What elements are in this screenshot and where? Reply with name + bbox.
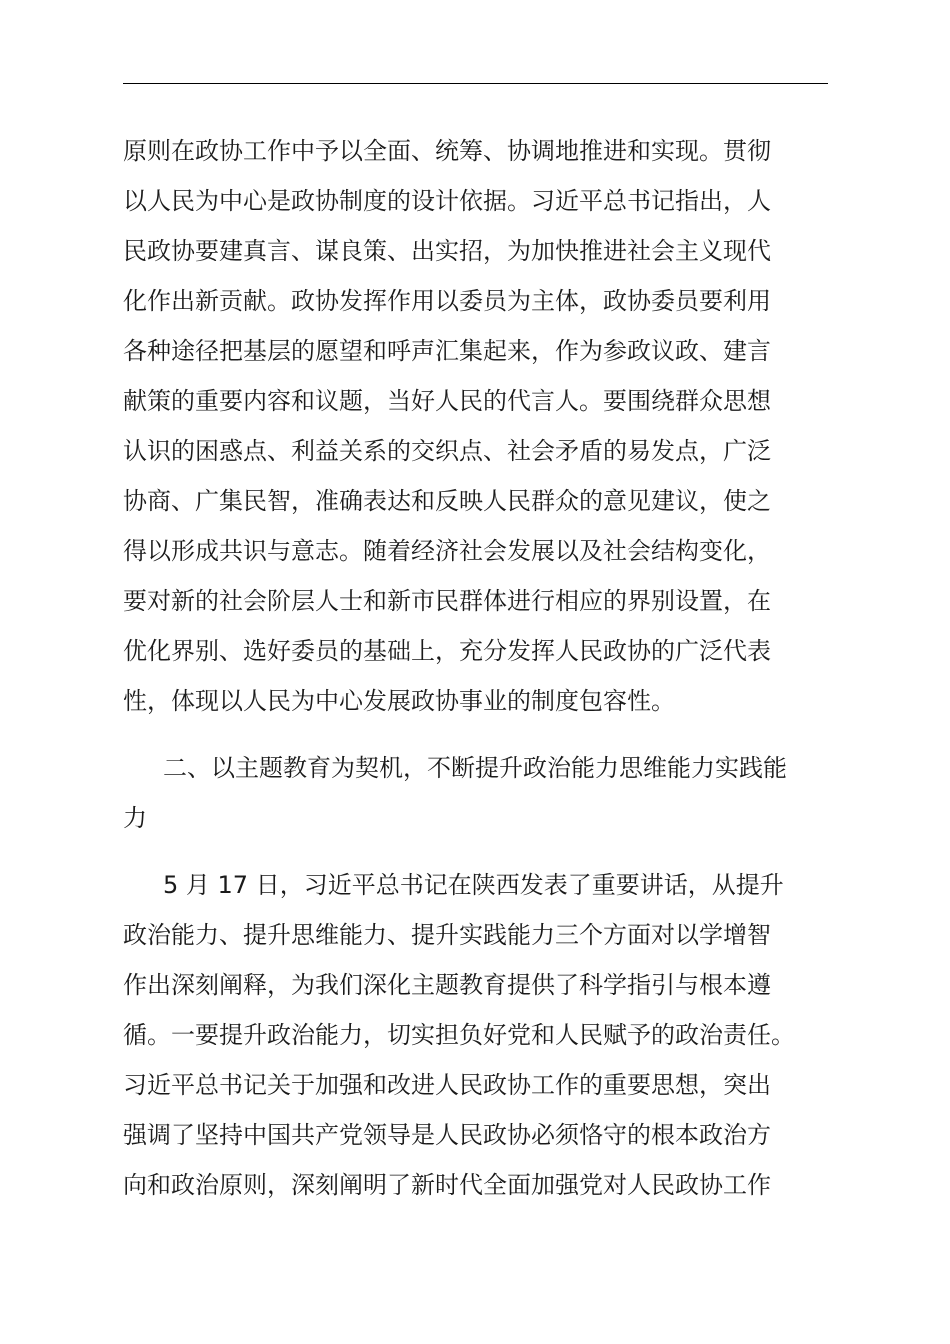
text-line: 协商、广集民智，准确表达和反映人民群众的意见建议，使之 bbox=[123, 487, 771, 515]
text-line: 要对新的社会阶层人士和新市民群体进行相应的界别设置，在 bbox=[123, 587, 771, 615]
text-line: 强调了坚持中国共产党领导是人民政协必须恪守的根本政治方 bbox=[123, 1121, 771, 1149]
text-line: 原则在政协工作中予以全面、统筹、协调地推进和实现。贯彻 bbox=[123, 137, 771, 165]
header-rule bbox=[123, 83, 828, 84]
text-line: 献策的重要内容和议题，当好人民的代言人。要围绕群众思想 bbox=[123, 387, 771, 415]
section-heading-2 bbox=[123, 743, 843, 843]
text-line: 性，体现以人民为中心发展政协事业的制度包容性。 bbox=[123, 687, 675, 715]
paragraph-spacing bbox=[123, 843, 843, 860]
text-line: 向和政治原则，深刻阐明了新时代全面加强党对人民政协工作 bbox=[123, 1171, 771, 1199]
paragraph-spacing bbox=[123, 726, 843, 743]
text-line: 作出深刻阐释，为我们深化主题教育提供了科学指引与根本遵 bbox=[123, 971, 771, 999]
body-paragraph-1 bbox=[123, 126, 843, 726]
heading-line: 二、以主题教育为契机，不断提升政治能力思维能力实践能 bbox=[163, 754, 787, 782]
body-paragraph-2 bbox=[123, 860, 843, 1210]
text-line: 化作出新贡献。政协发挥作用以委员为主体，政协委员要利用 bbox=[123, 287, 771, 315]
text-line: 认识的困惑点、利益关系的交织点、社会矛盾的易发点，广泛 bbox=[123, 437, 771, 465]
text-line: 5 月 17 日，习近平总书记在陕西发表了重要讲话，从提升 bbox=[163, 871, 784, 899]
document-body bbox=[123, 126, 843, 1210]
text-line: 民政协要建真言、谋良策、出实招，为加快推进社会主义现代 bbox=[123, 237, 771, 265]
text-line: 习近平总书记关于加强和改进人民政协工作的重要思想，突出 bbox=[123, 1071, 771, 1099]
text-line: 政治能力、提升思维能力、提升实践能力三个方面对以学增智 bbox=[123, 921, 771, 949]
text-line: 得以形成共识与意志。随着经济社会发展以及社会结构变化， bbox=[123, 537, 771, 565]
text-line: 优化界别、选好委员的基础上，充分发挥人民政协的广泛代表 bbox=[123, 637, 771, 665]
text-line: 以人民为中心是政协制度的设计依据。习近平总书记指出，人 bbox=[123, 187, 771, 215]
text-line: 各种途径把基层的愿望和呼声汇集起来，作为参政议政、建言 bbox=[123, 337, 771, 365]
text-line: 循。一要提升政治能力，切实担负好党和人民赋予的政治责任。 bbox=[123, 1021, 795, 1049]
heading-line: 力 bbox=[123, 804, 147, 832]
